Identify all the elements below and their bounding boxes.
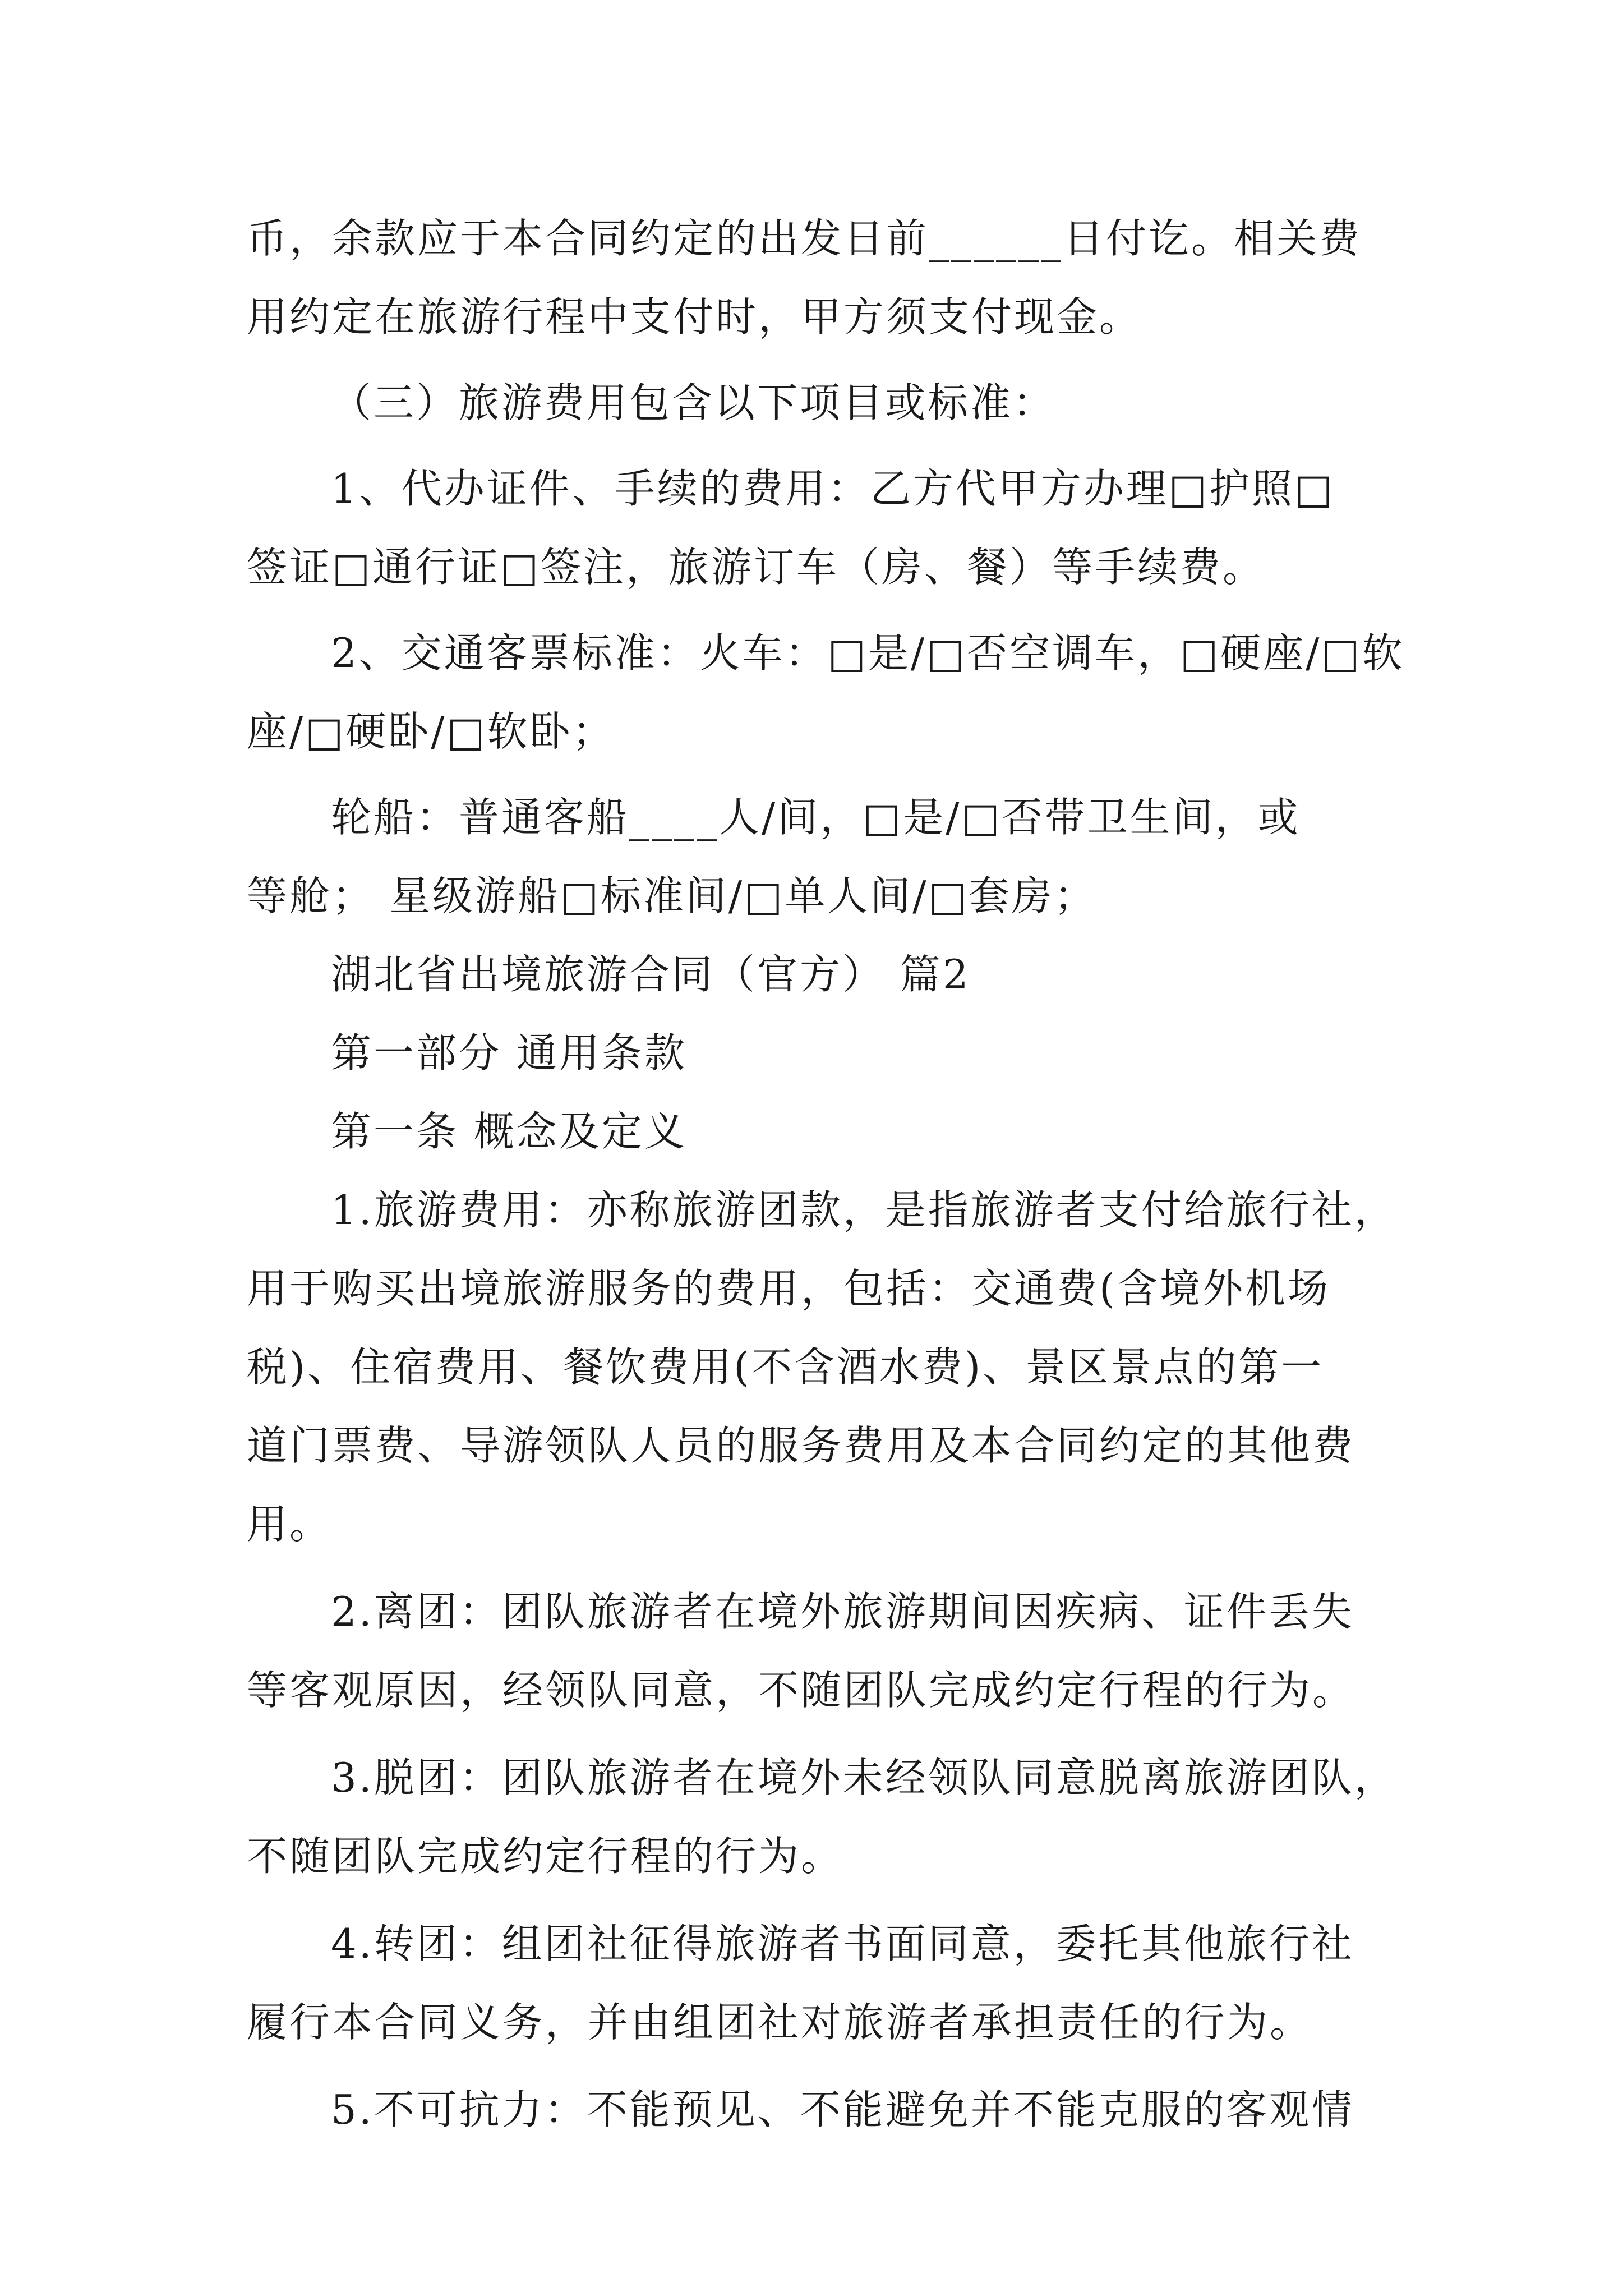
text-line: 1.旅游费用：亦称旅游团款，是指旅游者支付给旅行社， (331, 1186, 1397, 1234)
text-line: 签证□通行证□签注，旅游订车（房、餐）等手续费。 (247, 544, 1266, 591)
text-line: 等舱； 星级游船□标准间/□单人间/□套房； (247, 872, 1097, 919)
article-heading: 第一条 概念及定义 (331, 1108, 687, 1155)
document-title: 湖北省出境旅游合同（官方） 篇2 (331, 951, 971, 998)
text-line: 座/□硬卧/□软卧； (247, 708, 615, 755)
text-line: 币，余款应于本合同约定的出发日前______日付讫。相关费 (247, 215, 1362, 262)
text-line: 1、代办证件、手续的费用：乙方代甲方办理□护照□ (331, 465, 1335, 512)
text-line: 税)、住宿费用、餐饮费用(不含酒水费)、景区景点的第一 (247, 1343, 1324, 1391)
text-line: 履行本合同义务，并由组团社对旅游者承担责任的行为。 (247, 1999, 1313, 2046)
text-line: 轮船：普通客船____人/间，□是/□否带卫生间，或 (331, 794, 1301, 841)
text-line: 用。 (247, 1501, 333, 1548)
document-body (247, 199, 1405, 2149)
text-line: 2、交通客票标准：火车：□是/□否空调车，□硬座/□软 (331, 629, 1405, 677)
text-line: 不随团队完成约定行程的行为。 (247, 1833, 844, 1880)
section-heading: （三）旅游费用包含以下项目或标准： (331, 379, 1056, 426)
text-line: 用于购买出境旅游服务的费用，包括：交通费(含境外机场 (247, 1265, 1331, 1312)
text-line: 2.离团：团队旅游者在境外旅游期间因疾病、证件丢失 (331, 1588, 1354, 1635)
text-line: 等客观原因，经领队同意，不随团队完成约定行程的行为。 (247, 1667, 1355, 1714)
text-line: 4.转团：组团社征得旅游者书面同意，委托其他旅行社 (331, 1920, 1354, 1967)
text-line: 3.脱团：团队旅游者在境外未经领队同意脱离旅游团队， (331, 1754, 1397, 1801)
text-line: 道门票费、导游领队人员的服务费用及本合同约定的其他费 (247, 1422, 1355, 1469)
text-line: 用约定在旅游行程中支付时，甲方须支付现金。 (247, 293, 1142, 341)
text-line: 5.不可抗力：不能预见、不能避免并不能克服的客观情 (331, 2086, 1354, 2133)
part-heading: 第一部分 通用条款 (331, 1029, 687, 1076)
